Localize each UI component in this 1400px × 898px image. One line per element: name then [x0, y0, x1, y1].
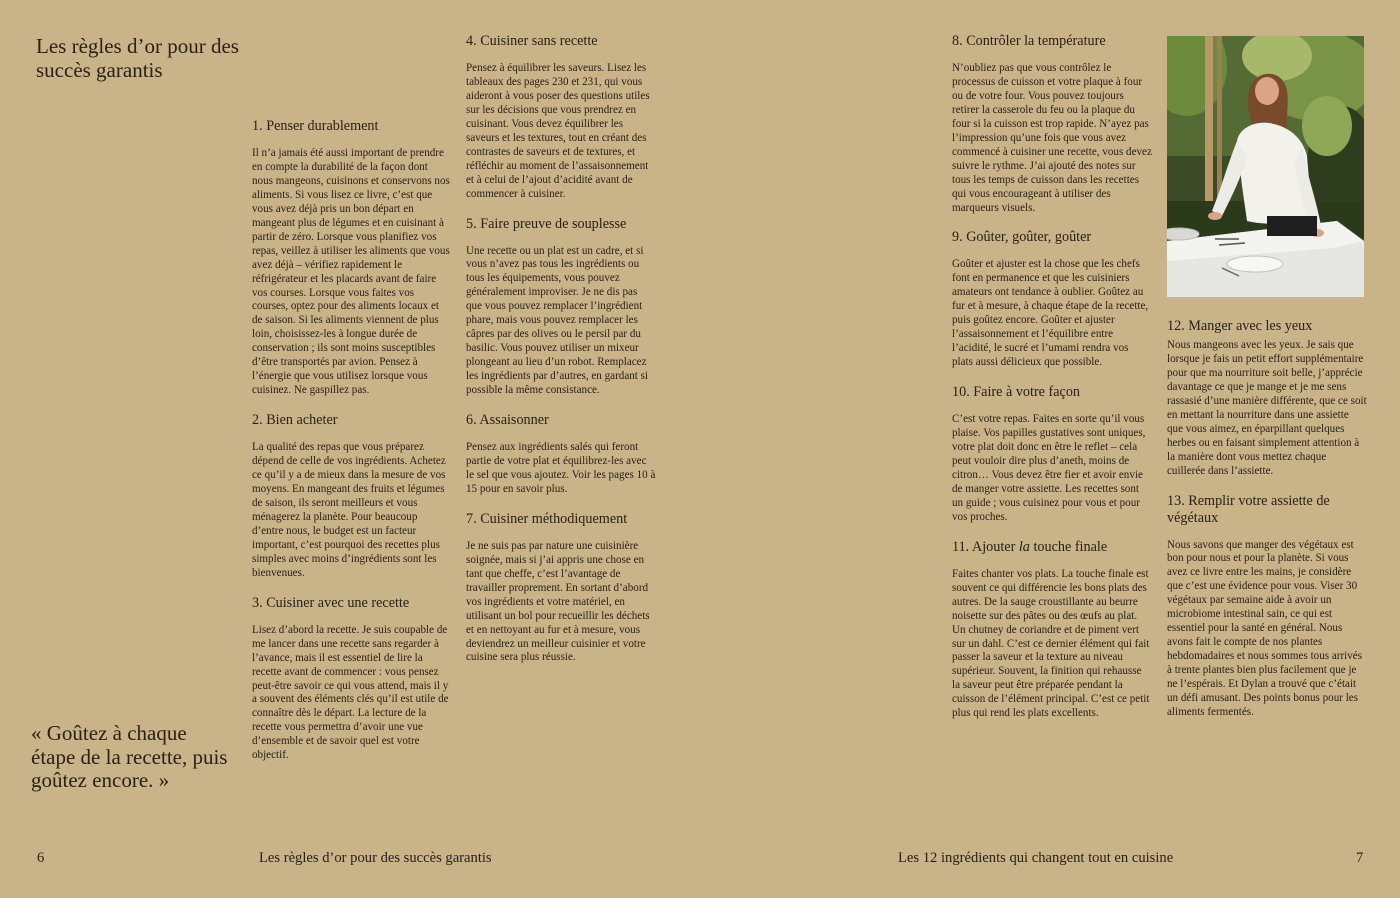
rule-body: Faites chanter vos plats. La touche finale est souvent ce qui différencie les bons plats des autres. De la sauge croustillante au beurre noisette sur des pâtes ou des œufs au plat. Un chutney de coriandre et de piment vert sur un dahl. C’est ce dernier élément qui fait passer la saveur et la texture au niveau supérieur. Souvent, la finition qui rehausse la saveur peut être préparée pendant la cuisson de l’élément principal. C’est ce petit plus qui rend les plats excellents. — [952, 567, 1150, 720]
rule-section — [1167, 493, 1367, 720]
page-number-right: 7 — [1356, 850, 1364, 866]
column-3 — [952, 33, 1152, 735]
rule-section — [952, 539, 1152, 721]
rule-heading: 1. Penser durablement — [252, 118, 379, 134]
rule-body: Nous mangeons avec les yeux. Je sais que lorsque je fais un petit effort supplémentaire pour que ma nourriture soit belle, j’apprécie davantage ce que je mange et je me sens rassasié d’une manière différente, que ce soit en mettant la nourriture dans une assiette que vous aimez, en éparpillant quelques herbes ou en faisant simplement attention à la manière dont vous mettez chaque cuillerée dans l’assiette. — [1167, 339, 1367, 477]
rule-body: N’oubliez pas que vous contrôlez le processus de cuisson et votre plaque à four ou de votre four. Vous pouvez toujours retirer la casserole du feu ou la plaque du four si la cuisson est trop rapide. N’ayez pas l’impression qu’une fois que vous avez commencé à cuisiner une recette, vous devez suivre le rythme. J’ai ajouté des notes sur tous les temps de cuisson dans les recettes qui vous encourageant à utiliser des marqueurs visuels. — [952, 62, 1152, 214]
rule-section — [252, 412, 450, 581]
rule-heading: 5. Faire preuve de souplesse — [466, 215, 627, 232]
page-number-left: 6 — [37, 850, 45, 866]
rule-section — [1167, 318, 1367, 479]
rule-heading: 9. Goûter, goûter, goûter — [952, 229, 1092, 246]
rule-body: Lisez d’abord la recette. Je suis coupable de me lancer dans une recette sans regarder à l’avance, mais il est essentiel de lire la recette avant de commencer : vous pensez peut-être savoir ce qui vous attend, mais il y a souvent des éléments clés qu’il est utile de connaître dès le départ. La lecture de la recette vous permettra d’avoir une vue d’ensemble et de savoir quel est votre objectif. — [252, 623, 449, 762]
rule-body: Pensez à équilibrer les saveurs. Lisez les tableaux des pages 230 et 231, qui vous aideront à vous poser des questions utiles sur les décisions que vous prendrez en cuisinant. Vous devez équilibrer les saveurs et les textures, tout en créant des contrastes de saveurs et de textures, et réfléchir au moment de l’assaisonnement et à celui de l’ajout d’acidité avant de commencer à cuisiner. — [466, 62, 650, 200]
column-4 — [1167, 318, 1367, 734]
pull-quote: « Goûtez à chaque étape de la recette, puis goûtez encore. » — [31, 721, 228, 792]
rule-body: Goûter et ajuster est la chose que les chefs font en permanence et que les cuisiniers amateurs ont tendance à oublier. Goûtez au fur et à mesure, à chaque étape de la recette, puis goûtez encore. Goûter et ajuster l’assaisonnement et l’équilibre entre l’acidité, le sucré et l’umami rendra vos plats aussi délicieux que possible. — [952, 258, 1149, 369]
rule-heading: 8. Contrôler la température — [952, 33, 1106, 49]
heading-text: touche finale — [1029, 538, 1108, 555]
rule-section — [252, 595, 450, 764]
rule-section — [466, 511, 656, 666]
running-footer-right: Les 12 ingrédients qui changent tout en cuisine — [898, 850, 1174, 866]
rule-heading: 10. Faire à votre façon — [952, 384, 1081, 401]
heading-text: 11. Ajouter — [952, 538, 1019, 555]
rule-body: Nous savons que manger des végétaux est bon pour nous et pour la planète. Si vous avez ce livre entre les mains, je considère que c’est une évidence pour vous. Viser 30 végétaux par semaine aide à avoir un microbiome intestinal sain, ce qui est essentiel pour la santé en général. Nous avons fait le compte de nos plantes hebdomadaires et nous sommes tous arrivés à trente plantes bien plus facilement que je ne l’espérais. Et Dylan a trouvé que c’était un défi amusant. Des points bonus pour les aliments fermentés. — [1167, 538, 1363, 718]
rule-body: Pensez aux ingrédients salés qui feront partie de votre plat et équilibrez-les avec le sel que vous ajoutez. Voir les pages 10 à 15 pour en savoir plus. — [466, 441, 656, 495]
rule-section — [466, 412, 656, 497]
rule-body: Il n’a jamais été aussi important de prendre en compte la durabilité de la façon dont nous mangeons, cuisinons et conservons nos aliments. Si vous lisez ce livre, c’est que vous avez déjà pris un bon départ en mangeant plus de légumes et en cuisinant à partir de zéro. Lorsque vous planifiez vos repas, veillez à utiliser les aliments que vous avez déjà – vérifiez rapidement le réfrigérateur et les placards avant de faire vos courses. Lorsque vous faites vos courses, optez pour des aliments locaux et de saison. Si les aliments viennent de plus loin, choisissez-les à longue durée de conservation ; ils sont moins susceptibles d’être transportés par avion. Pensez à l’énergie que vous utilisez lorsque vous cuisinez. Ne gaspillez pas. — [252, 147, 450, 397]
rule-body: La qualité des repas que vous préparez dépend de celle de vos ingrédients. Achetez ce qu’il y a de mieux dans la mesure de vos moyens. En mangeant des fruits et légumes de saison, ils seront meilleurs et vous ménagerez la planète. Pour beaucoup d’entre nous, le budget est un facteur important, c’est pourquoi des recettes plus simples avec moins d’ingrédients sont les bienvenues. — [252, 441, 446, 579]
rule-section — [952, 33, 1152, 215]
rule-section — [952, 384, 1152, 525]
rule-section — [466, 33, 656, 202]
rule-section — [466, 216, 656, 398]
rule-heading — [952, 539, 1152, 556]
column-1 — [252, 118, 450, 777]
rule-body: C’est votre repas. Faites en sorte qu’il vous plaise. Vos papilles gustatives sont uniques, votre plat doit donc en être le reflet – cela peut vouloir dire plus d’aneth, moins de citron… Vous devez être fier et avoir envie de manger votre assiette. Les recettes sont un guide ; vous cuisinez pour vous et pour vos proches. — [952, 413, 1146, 523]
rule-section — [252, 118, 450, 398]
running-footer-left: Les règles d’or pour des succès garantis — [259, 850, 492, 866]
photo-woman-setting-table — [1167, 36, 1364, 297]
heading-emphasis: la — [1018, 538, 1030, 555]
rule-heading: 13. Remplir votre assiette de végétaux — [1167, 492, 1330, 526]
rule-heading: 4. Cuisiner sans recette — [466, 33, 598, 49]
column-2 — [466, 33, 656, 679]
rule-heading: 3. Cuisiner avec une recette — [252, 594, 410, 611]
rule-heading: 7. Cuisiner méthodiquement — [466, 510, 628, 527]
rule-heading: 12. Manger avec les yeux — [1167, 318, 1313, 334]
rule-section — [952, 229, 1152, 370]
rule-body: Je ne suis pas par nature une cuisinière soignée, mais si j’ai appris une chose en tant que cheffe, c’est l’avantage de travailler proprement. En sortant d’abord vos ingrédients et votre matériel, en utilisant un bol pour recueillir les déchets et en nettoyant au fur et à mesure, vous deviendrez un meilleur cuisinier et votre cuisine sera plus réussie. — [466, 539, 650, 664]
rule-body: Une recette ou un plat est un cadre, et si vous n’avez pas tous les ingrédients ou tous les équipements, vous pouvez généralement improviser. Je ne dis pas que vous pouvez remplacer l’ingrédient phare, mais vous pouvez remplacer les câpres par des olives ou le persil par du basilic. Vous pouvez utiliser un mixeur plongeant au lieu d’un robot. Remplacez les ingrédients par d’autres, en gardant si possible la même consistance. — [466, 244, 649, 397]
rule-heading: 2. Bien acheter — [252, 412, 338, 429]
rule-heading: 6. Assaisonner — [466, 412, 549, 429]
page-title: Les règles d’or pour des succès garantis — [36, 34, 239, 82]
